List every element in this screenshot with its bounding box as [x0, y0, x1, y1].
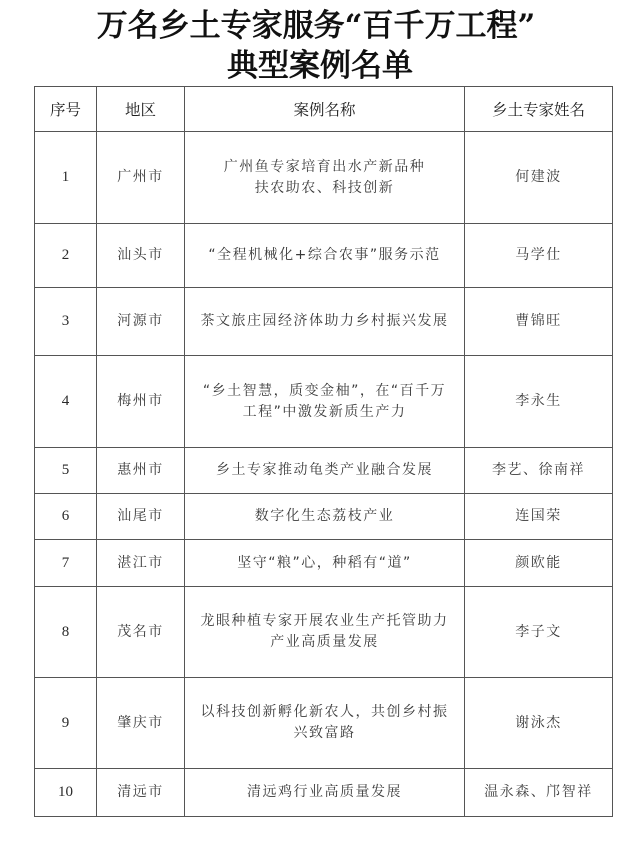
- row-case-name: [185, 494, 465, 540]
- row-case-name: [185, 448, 465, 494]
- row-case-name: [185, 356, 465, 448]
- row-region: 汕头市: [97, 224, 185, 288]
- table-header-row: [35, 87, 613, 132]
- row-index: 3: [35, 288, 97, 356]
- case-name-line: 清远鸡行业高质量发展: [247, 784, 402, 800]
- row-region: 汕尾市: [97, 494, 185, 540]
- row-index: 7: [35, 540, 97, 587]
- case-name-line: 广州鱼专家培育出水产新品种: [223, 158, 426, 175]
- row-region: 湛江市: [97, 540, 185, 587]
- row-expert: 李子文: [465, 587, 613, 678]
- case-name-line: 数字化生态荔枝产业: [254, 508, 395, 524]
- row-case-name: [185, 224, 465, 288]
- row-case-name: [185, 769, 465, 817]
- case-name-line: 产业高质量发展: [270, 634, 379, 650]
- row-index: 8: [35, 587, 97, 678]
- row-expert: 李永生: [465, 356, 613, 448]
- row-expert: 何建波: [465, 132, 613, 224]
- header-case-name: 案例名称: [185, 87, 465, 132]
- row-region: 广州市: [97, 132, 185, 224]
- table-row: [35, 587, 613, 678]
- row-region: 河源市: [97, 288, 185, 356]
- row-case-name: [185, 540, 465, 587]
- row-expert: 谢泳杰: [465, 678, 613, 769]
- row-expert: 马学仕: [465, 224, 613, 288]
- case-name-line: 乡土专家推动龟类产业融合发展: [216, 462, 433, 478]
- table-row: [35, 494, 613, 540]
- case-name-line: 扶农助农、科技创新: [254, 179, 395, 196]
- row-region: 茂名市: [97, 587, 185, 678]
- row-index: 6: [35, 494, 97, 540]
- row-expert: 曹锦旺: [465, 288, 613, 356]
- case-list-table: [34, 86, 613, 817]
- row-expert: 颜欧能: [465, 540, 613, 587]
- row-case-name: [185, 288, 465, 356]
- document-title-line2: 典型案例名单: [227, 48, 413, 84]
- row-index: 1: [35, 132, 97, 224]
- header-region: 地区: [97, 87, 185, 132]
- table-row: [35, 678, 613, 769]
- table-row: [35, 448, 613, 494]
- table-row: [35, 769, 613, 817]
- case-name-line: “全程机械化+综合农事”服务示范: [208, 247, 441, 263]
- table-row: [35, 224, 613, 288]
- table-row: [35, 288, 613, 356]
- row-index: 2: [35, 224, 97, 288]
- row-case-name: [185, 587, 465, 678]
- row-case-name: [185, 132, 465, 224]
- case-name-line: 坚守“粮”心，种稻有“道”: [237, 554, 412, 571]
- table-row: [35, 540, 613, 587]
- case-name-line: 茶文旅庄园经济体助力乡村振兴发展: [200, 313, 449, 329]
- row-region: 肇庆市: [97, 678, 185, 769]
- row-region: 惠州市: [97, 448, 185, 494]
- row-index: 9: [35, 678, 97, 769]
- row-expert: 温永森、邝智祥: [465, 769, 613, 817]
- row-index: 10: [35, 769, 97, 817]
- row-index: 5: [35, 448, 97, 494]
- case-name-line: 兴致富路: [293, 725, 356, 741]
- document-title-line1: 万名乡土专家服务“百千万工程”: [96, 8, 536, 44]
- row-case-name: [185, 678, 465, 769]
- row-expert: 连国荣: [465, 494, 613, 540]
- case-name-line: “乡土智慧，质变金柚”，在“百千万: [202, 382, 447, 399]
- row-region: 清远市: [97, 769, 185, 817]
- row-region: 梅州市: [97, 356, 185, 448]
- case-name-line: 龙眼种植专家开展农业生产托管助力: [200, 613, 449, 629]
- case-name-line: 以科技创新孵化新农人，共创乡村振: [200, 704, 449, 720]
- header-expert: 乡土专家姓名: [465, 87, 613, 132]
- row-expert: 李艺、徐南祥: [465, 448, 613, 494]
- case-name-line: 工程”中激发新质生产力: [242, 403, 407, 420]
- header-index: 序号: [35, 87, 97, 132]
- table-row: [35, 132, 613, 224]
- row-index: 4: [35, 356, 97, 448]
- table-row: [35, 356, 613, 448]
